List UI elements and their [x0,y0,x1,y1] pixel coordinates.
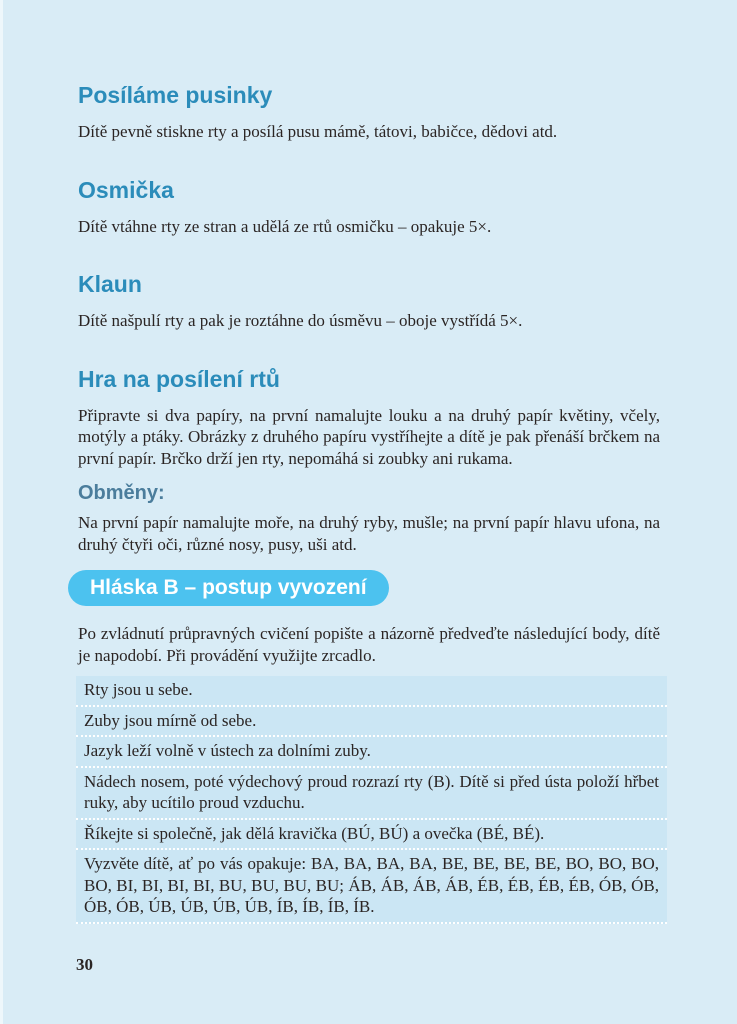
step-row: Zuby jsou mírně od sebe. [76,707,667,738]
section-body-obmeny: Na první papír namalujte moře, na druhý ryby, mušle; na první papír hlavu ufona, na druhý čtyři oči, různé nosy, pusy, uši atd. [78,513,660,554]
section-body-osmicka: Dítě vtáhne rty ze stran a udělá ze rtů osmičku – opakuje 5×. [78,216,492,236]
hlaska-b-intro: Po zvládnutí průpravných cvičení popište a názorně předveďte následující body, dítě je napodobí. Při provádění využijte zrcadlo. [78,624,660,665]
section-hra-na-posileni-rtu [78,367,660,470]
subheading-obmeny: Obměny: [78,482,165,504]
steps-box [76,676,667,924]
section-heading-osmicka: Osmička [78,176,174,203]
page-number: 30 [76,954,93,974]
section-body-klaun: Dítě našpulí rty a pak je roztáhne do úsměvu – oboje vystřídá 5×. [78,311,523,330]
section-heading-hra-na-posileni-rtu: Hra na posílení rtů [78,365,280,392]
section-body-hra-na-posileni-rtu: Připravte si dva papíry, na první namalujte louku a na druhý papír květiny, včely, motýly a ptáky. Obrázky z druhého papíru vystříhejte a dítě je pak přenáší brčkem na první papír. Brčko drží jen rty, nepomáhá si zoubky ani rukama. [78,405,660,468]
page-edge-strip [0,0,3,1024]
section-obmeny [78,482,660,555]
step-row: Rty jsou u sebe. [76,676,667,707]
chapter-pill-badge: Hláska B – postup vyvození [68,570,389,606]
step-row: Jazyk leží volně v ústech za dolními zuby. [76,737,667,768]
section-heading-klaun: Klaun [78,271,142,297]
section-klaun [78,272,660,332]
section-osmicka [78,178,660,238]
step-row: Říkejte si společně, jak dělá kravička (BÚ, BÚ) a ovečka (BÉ, BÉ). [76,820,667,851]
section-posilame-pusinky [78,83,660,143]
section-body-posilame-pusinky: Dítě pevně stiskne rty a posílá pusu mámě, tátovi, babičce, dědovi atd. [78,122,558,141]
step-row: Vyzvěte dítě, ať po vás opakuje: BA, BA, BA, BA, BE, BE, BE, BE, BO, BO, BO, BO, BI, BI, BI, BI, BU, BU, BU, BU; ÁB, ÁB, ÁB, ÁB, ÉB, ÉB, ÉB, ÉB, ÓB, ÓB, ÓB, ÓB, ÚB, ÚB, ÚB, ÚB, ÍB, ÍB, ÍB, ÍB. [76,850,667,924]
step-row: Nádech nosem, poté výdechový proud rozrazí rty (B). Dítě si před ústa položí hřbet ruky, aby ucítilo proud vzduchu. [76,768,667,820]
section-hlaska-b [78,555,660,924]
section-heading-posilame-pusinky: Posíláme pusinky [78,82,273,108]
